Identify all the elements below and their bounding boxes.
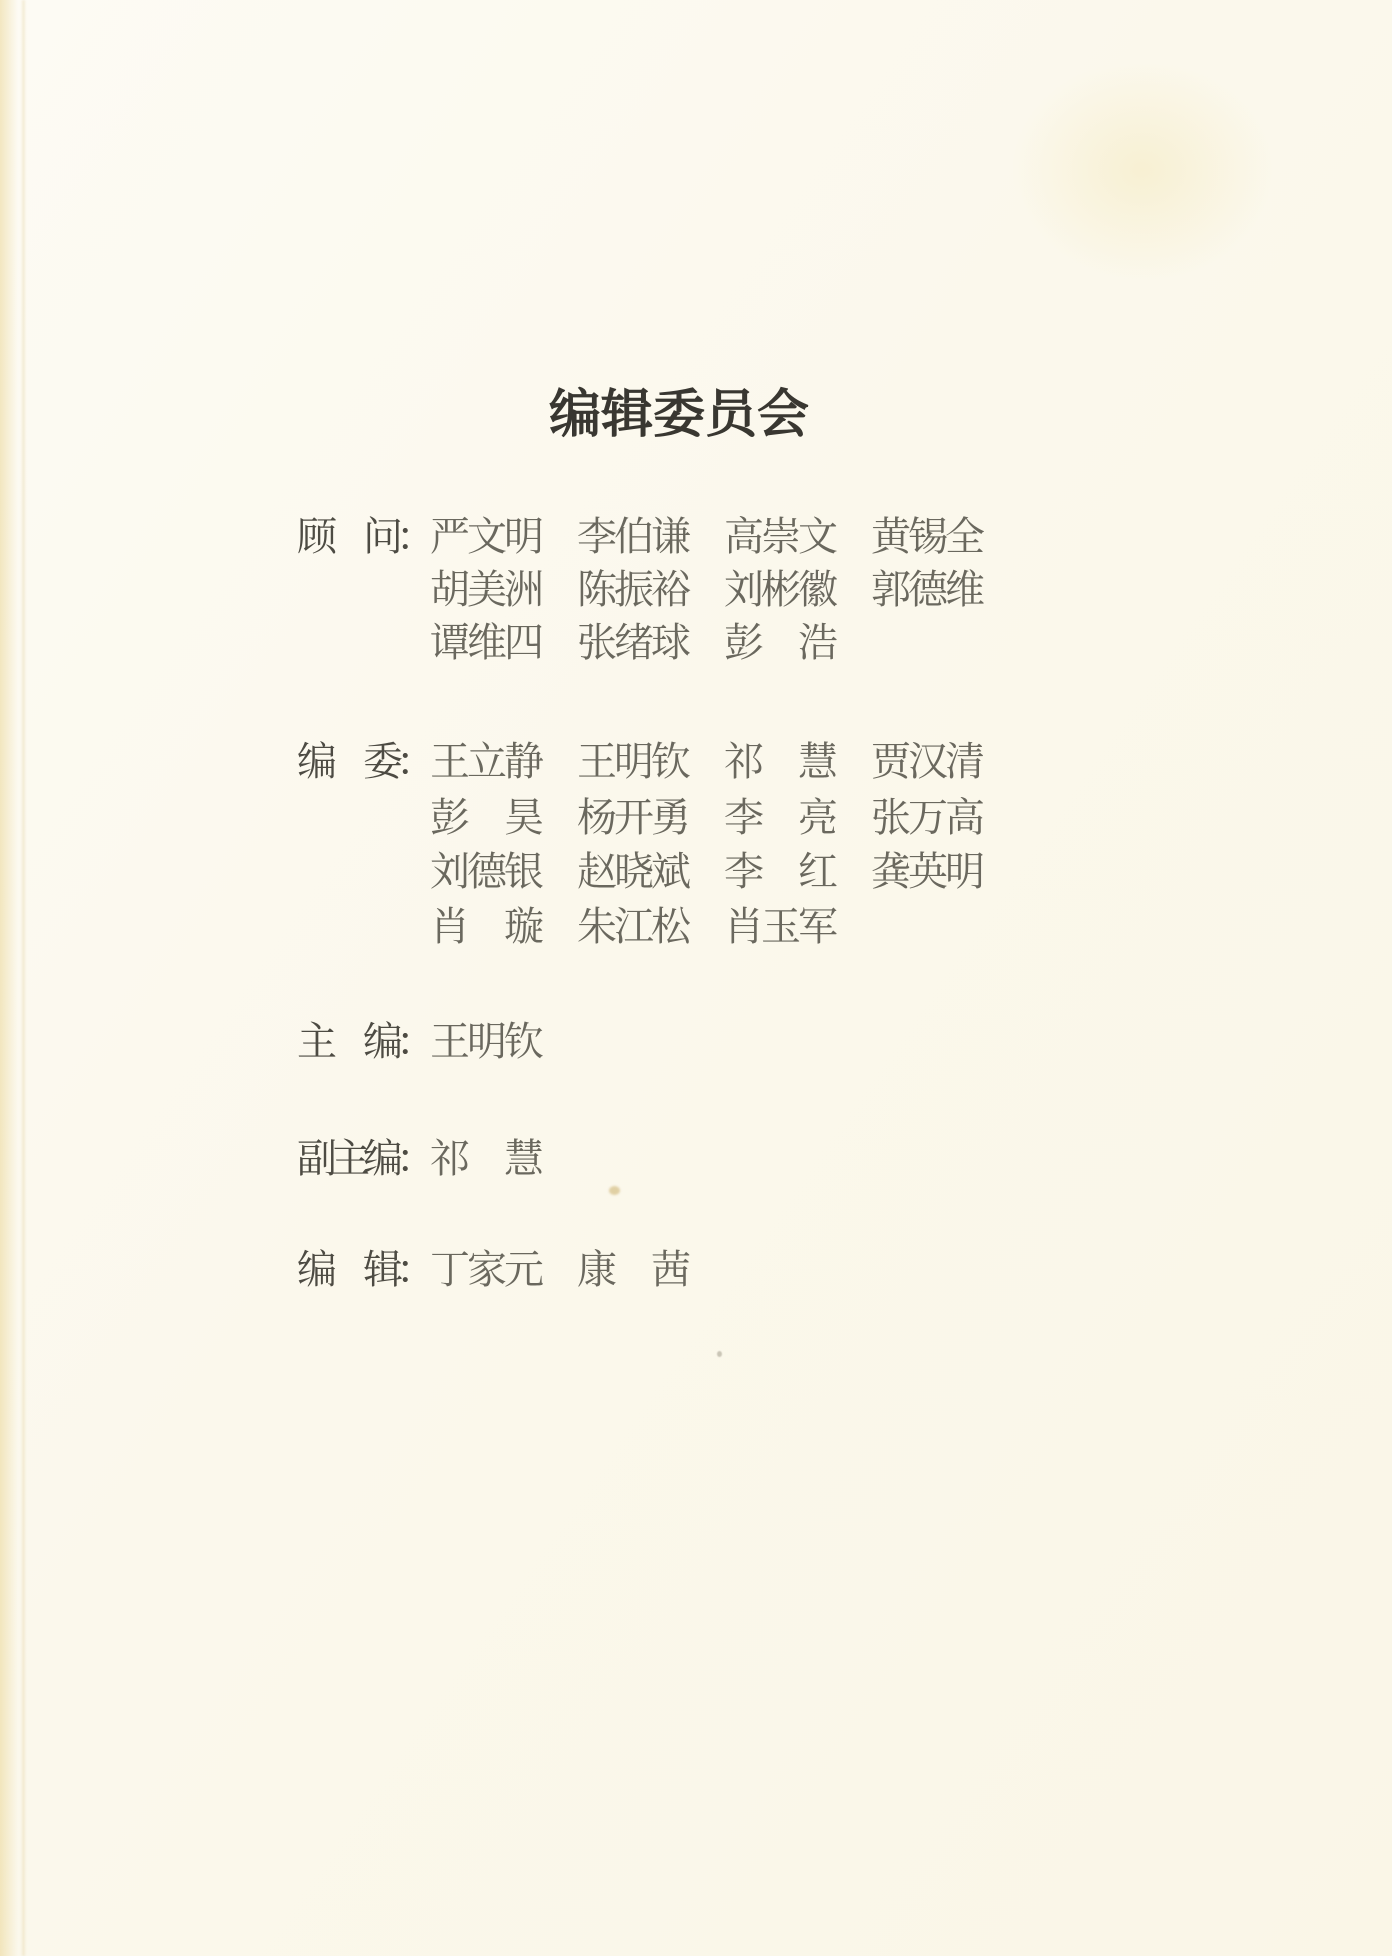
deputy-chief-editor-name: 祁 慧 [430,1136,541,1182]
board-member-name: 赵晓斌 [577,849,688,895]
deputy-chief-editor-row [0,1137,1392,1181]
advisors-row-3 [0,621,1392,665]
board-member-name: 张万高 [871,795,982,841]
board-label: 编 委： [297,739,429,785]
advisor-name: 严文明 [430,514,541,560]
editors-label: 编 辑： [297,1247,429,1293]
editors-names-line [430,1248,688,1292]
deputy-chief-editor-names-line [430,1137,541,1181]
paper-top-right-shading [1012,60,1272,280]
advisors-row-2 [0,568,1392,612]
page-title: 编辑委员会 [549,384,810,445]
advisor-name: 彭 浩 [724,620,835,666]
advisor-name: 郭德维 [871,567,982,613]
board-row-2 [0,796,1392,840]
board-row-1 [0,740,1392,784]
advisors-names-line [430,621,835,665]
editor-name: 康 茜 [577,1247,688,1293]
chief-editor-label: 主 编： [297,1019,429,1065]
board-names-line [430,850,982,894]
board-row-3 [0,850,1392,894]
scan-speck [609,1186,620,1195]
advisor-name: 黄锡全 [871,514,982,560]
page-left-edge-tint [0,0,18,1956]
board-member-name: 朱江松 [577,904,688,950]
deputy-chief-editor-label: 副主编： [297,1136,429,1182]
board-names-line [430,796,982,840]
chief-editor-row [0,1020,1392,1064]
board-row-4 [0,905,1392,949]
advisor-name: 陈振裕 [577,567,688,613]
board-member-name: 肖 璇 [430,904,541,950]
chief-editor-name: 王明钦 [430,1019,541,1065]
advisors-row-1 [0,515,1392,559]
advisor-name: 刘彬徽 [724,567,835,613]
editors-row [0,1248,1392,1292]
board-member-name: 杨开勇 [577,795,688,841]
advisors-label: 顾 问： [297,514,429,560]
board-member-name: 龚英明 [871,849,982,895]
board-member-name: 刘德银 [430,849,541,895]
board-member-name: 彭 昊 [430,795,541,841]
board-names-line [430,740,982,784]
advisor-name: 高崇文 [724,514,835,560]
board-member-name: 王明钦 [577,739,688,785]
editor-name: 丁家元 [430,1247,541,1293]
board-member-name: 李 亮 [724,795,835,841]
advisor-name: 胡美洲 [430,567,541,613]
chief-editor-names-line [430,1020,541,1064]
advisors-names-line [430,515,982,559]
advisor-name: 张绪球 [577,620,688,666]
advisors-names-line [430,568,982,612]
board-member-name: 李 红 [724,849,835,895]
advisor-name: 李伯谦 [577,514,688,560]
board-names-line [430,905,835,949]
board-member-name: 贾汉清 [871,739,982,785]
advisor-name: 谭维四 [430,620,541,666]
board-member-name: 王立静 [430,739,541,785]
board-member-name: 祁 慧 [724,739,835,785]
scan-speck [717,1351,722,1357]
page-left-crease-line [22,0,25,1956]
board-member-name: 肖玉军 [724,904,835,950]
